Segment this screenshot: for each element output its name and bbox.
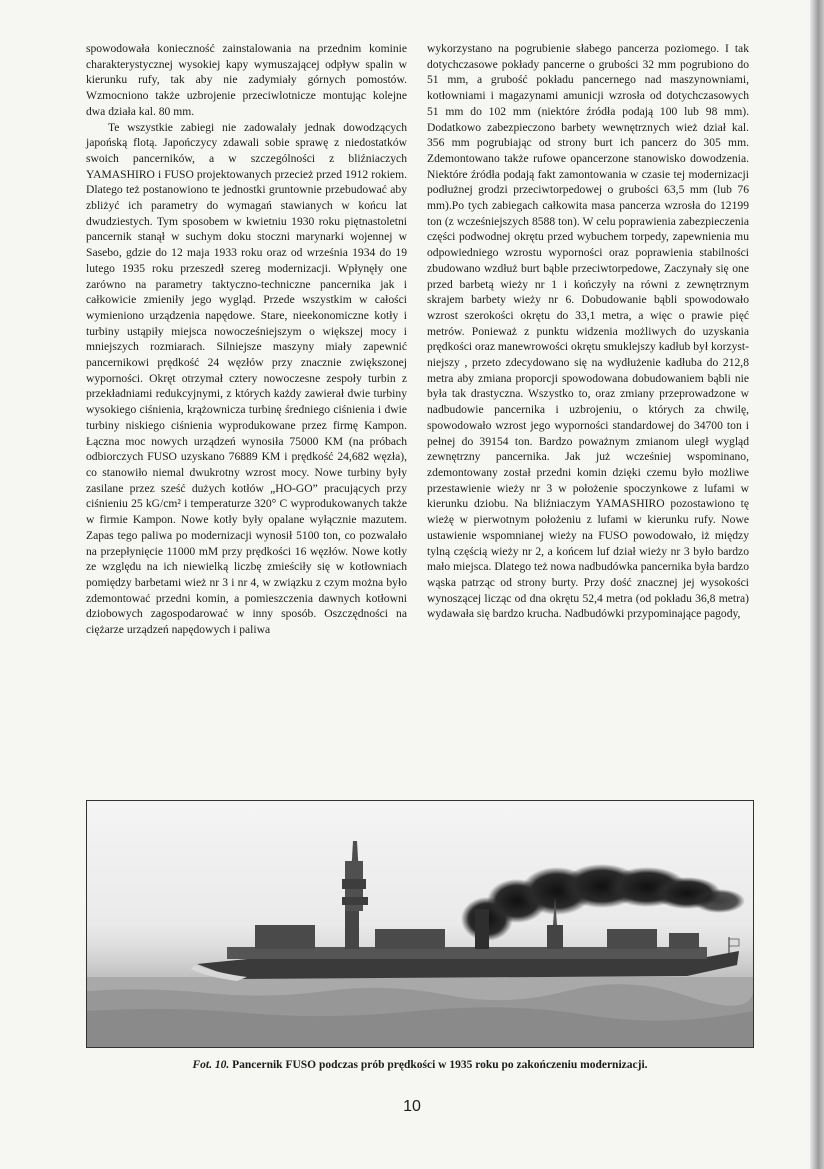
photo-caption — [86, 1059, 754, 1071]
paragraph: spowodowała konieczność zainstalowania na przednim kominie charakterystycznej wysokiej kapy wymuszającej odpływ spalin w kierunku rufy, tak aby nie zadymiały górnych pomostów. Wzmocniono także uzbrojenie przeciwlotnicze montując kolejne dwa działa kal. 80 mm. — [86, 42, 407, 118]
battleship-illustration — [87, 801, 753, 1047]
left-text-column — [86, 41, 407, 638]
caption-label: Fot. 10. — [192, 1059, 230, 1071]
scan-page-edge — [810, 0, 824, 1169]
paragraph: Te wszystkie zabiegi nie zadowalały jednak dowodzących japońską flotą. Japończycy zdawali sobie sprawę z niedostatków swoich pancerników, a w szczególności z bliźniaczych YAMASHIRO i FUSO projektowanych przecież przed 1912 rokiem. Dlatego też postanowiono te jednostki gruntownie przebudować aby zbliżyć ich parametry do wymagań stawianych w końcu lat dwudziestych. Tym sposobem w kwietniu 1930 roku piętnastoletni pancernik stanął w suchym doku stoczni marynarki wojennej w Sasebo, gdzie do 12 maja 1933 roku oraz od września 1934 do 19 lutego 1935 roku przeszedł szereg modernizacji. Wpłynęły one zarówno na parametry taktyczno-techniczne pancernika jak i całkowicie zmieniły jego wygląd. Przede wszystkim w całości wymieniono urządzenia napędowe. Stare, nieekonomiczne kotły i turbiny ustąpiły miejsca nowocześniejszym o większej mocy i mniejszych rozmiarach. Silniejsze maszyny miały zapewnić pancernikowi prędkość 24 węzłów przy znacznie zwiększonej wyporności. Okręt otrzymał cztery nowoczesne zespoły turbin z przekładniami redukcyjnymi, z których każdy zawierał dwie turbiny wysokiego ciśnienia, krążownicza turbinę średniego ciśnienia i dwie turbiny niskiego ciśnienia wyprodukowane przez firmę Kampon. Łączna moc nowych urządzeń wynosiła 75000 KM (na próbach odbiorczych FUSO uzyskano 76889 KM i prędkość 24,682 węzła), co stanowiło niemal dwukrotny wzrost mocy. Nowe turbiny były zasilane przez sześć dużych kotłów „HO-GO” pracujących przy ciśnieniu 25 kG/cm² i temperaturze 320° C wyprodukowanych także w firmie Kampon. Nowe kotły były opalane wyłącznie mazutem. Zapas tego paliwa po modernizacji wynosił 5100 ton, co pozwalało na przepłynięcie 11000 mM przy prędkości 16 węzłów. Nowe kotły ze względu na ich niewielką liczbę zmieściły się w kotłowniach pomiędzy barbetami wież nr 3 i nr 4, w związku z czym można było zdemontować przedni komin, a pomieszczenia dawnych kotłowni dziobowych zagospodarować w inny sposób. Oszczędności na ciężarze urządzeń napędowych i paliwa — [86, 120, 407, 637]
paragraph: wykorzystano na pogrubienie słabego pancerza poziomego. I tak dotychczasowe pokłady pancerne o grubości 32 mm pogrubiono do 51 mm, a grubość pokładu pancernego nad maszynowniami, kotłowniami i magazynami amunicji wzrosła od dotychczasowych 51 mm do 102 mm (niektóre źródła podają 100 lub 98 mm). Dodatkowo zabezpieczono barbety wewnętrznych wież dział kal. 356 mm pogrubiając od strony burt ich pancerz do 305 mm. Zdemontowano także rufowe opancerzone stanowisko dowodzenia. Niektóre źródła podają fakt zamontowania w czasie tej modernizacji podłużnej grodzi przeciwtorpedowej o grubości 63,5 mm (lub 76 mm).Po tych zabiegach całkowita masa pancerza wzrosła do 12199 ton (z wcześniejszych 8588 ton). W celu poprawienia zabezpieczenia części podwodnej okrętu przed wybuchem torpedy, zapewnienia mu odpowiedniego wzrostu wyporności oraz poprawienia stabilności zbudowano wzdłuż burt bąble przeciwtorpedowe, Zaczynały się one przed barbetą wieży nr 1 i kończyły na równi z zewnętrznym skrajem barbety wieży nr 6. Dobudowanie bąbli spowodowało wzrost szerokości okrętu do 33,1 metra, a więc o prawie pięć metrów. Ponieważ z punktu widzenia możliwych do uzyskania prędkości oraz manewrowości okrętu smuklejszy kadłub był korzystniejszy , przeto zdecydowano się na wydłużenie kadłuba do 212,8 metra aby zmiana proporcji spowodowana dobudowaniem bąbli nie była tak drastyczna. Wszystko to, oraz zmiany przeprowadzone w nadbudowie pancernika i uzbrojeniu, o których za chwilę, spowodowało wzrost jego wyporności standardowej do 34700 ton i pełnej do 39154 ton. Bardzo poważnym zmianom uległ wygląd zewnętrzny pancernika. Jak już wcześniej wspominano, zdemontowany został przedni komin dzięki czemu było możliwe przestawienie wieży nr 3 w położenie spoczynkowe z lufami w kierunku dziobu. Na bliźniaczym YAMASHIRO pozostawiono tę wieżę w pierwotnym położeniu z lufami w kierunku rufy. Nowe ustawienie wspomnianej wieży na FUSO powodowało, iż między tylną częścią wieży nr 2, a końcem luf dział wieży nr 3 było bardzo mało miejsca. Dlatego też nowa nadbudówka pancernika była bardzo wąska patrząc od strony burty. Przy dość znacznej jej wysokości wynoszącej licząc od dna okrętu 52,4 metra (od pokładu 36,8 metra) wydawała się bardzo krucha. Nadbudówki przypominające pagody, — [427, 42, 749, 621]
right-text-column — [427, 41, 749, 622]
caption-text: Pancernik FUSO podczas prób prędkości w 1935 roku po zakończeniu modernizacji. — [232, 1059, 648, 1071]
battleship-photo — [86, 800, 754, 1048]
smoke-plume — [461, 864, 745, 941]
page-number: 10 — [403, 1098, 421, 1115]
